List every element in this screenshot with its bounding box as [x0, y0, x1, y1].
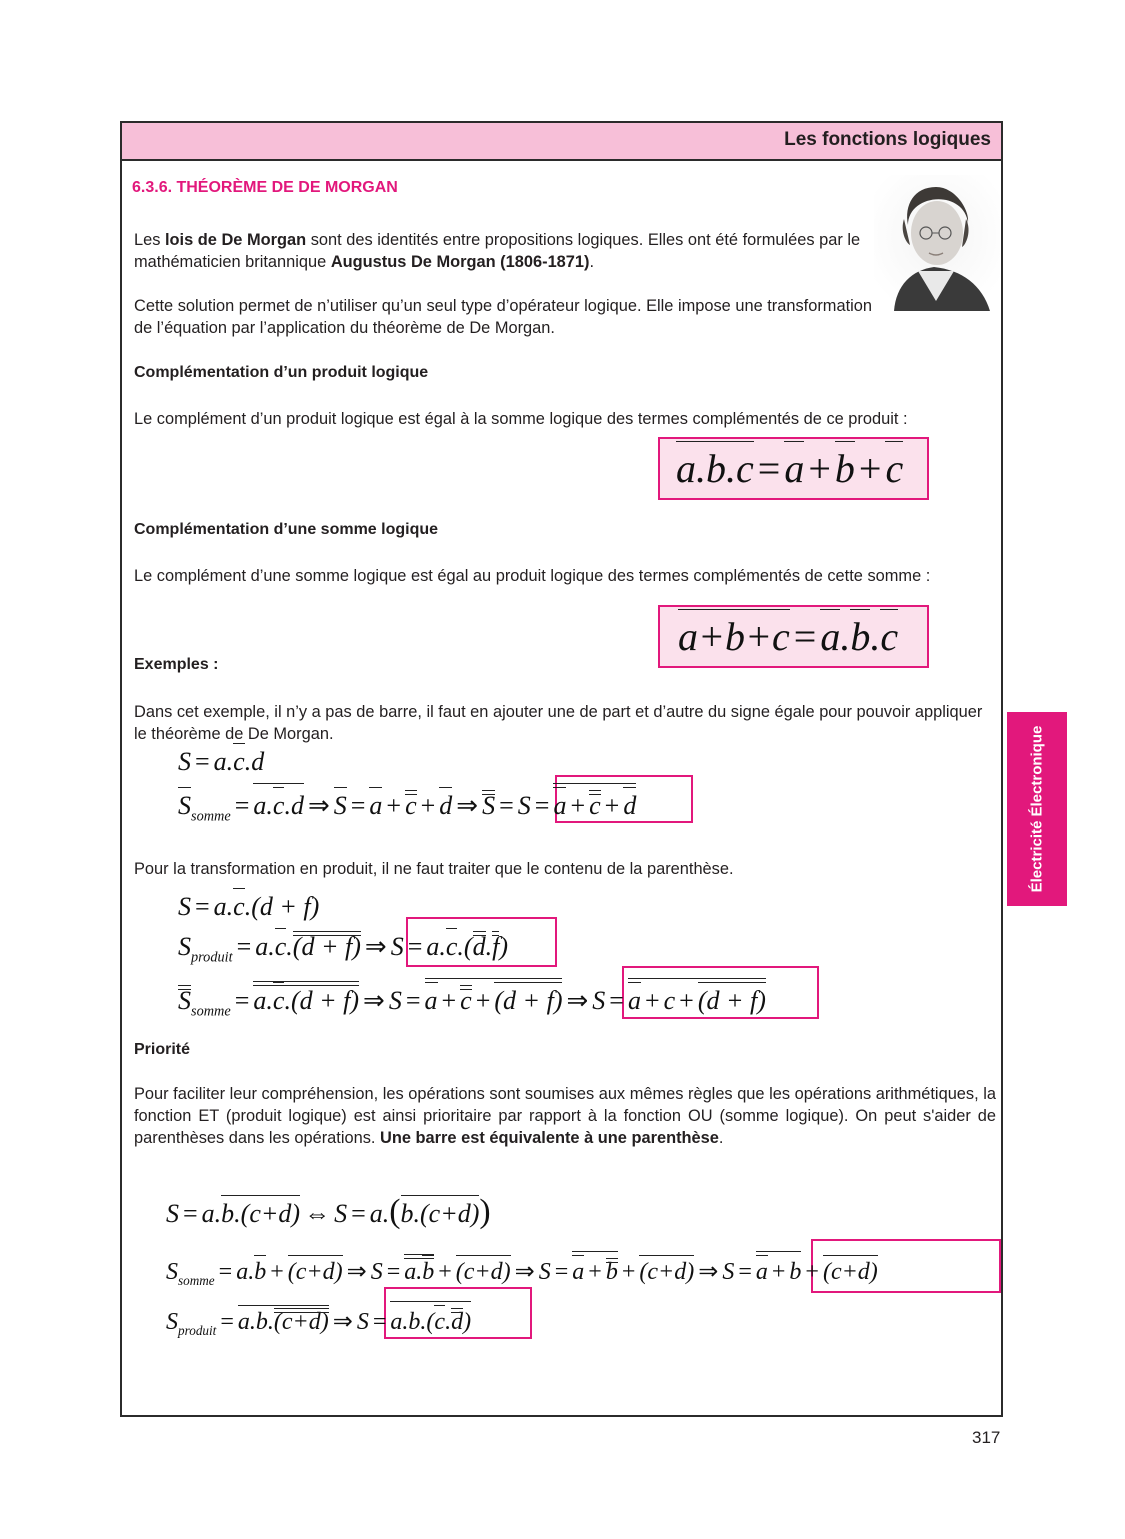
formula-operator: (	[426, 1309, 435, 1335]
formula-term: (c+d)	[456, 1255, 511, 1286]
formula-term: S	[166, 1199, 179, 1228]
page-number: 317	[972, 1428, 1001, 1447]
formula-term: (d + f)	[698, 982, 766, 1016]
formula-term: f	[492, 932, 500, 961]
formula-term: b	[789, 1259, 802, 1285]
formula-operator: +	[386, 791, 402, 820]
formula-operator: .(	[457, 932, 473, 961]
formula-term: a.b.c	[676, 441, 754, 492]
product-text: Le complément d’un produit logique est égal à la somme logique des termes complémentés de ce produit :	[134, 410, 908, 428]
formula-term: a	[820, 609, 840, 660]
implies-operator: ⇒	[698, 1259, 719, 1285]
formula-operator: +	[644, 986, 660, 1015]
implies-operator: ⇒	[456, 791, 479, 820]
formula-term: c	[233, 743, 245, 777]
formula-term: a.	[253, 791, 273, 820]
formula-term: c	[880, 609, 898, 660]
priority-text	[134, 1083, 996, 1149]
formula-term: a.	[253, 986, 273, 1015]
formula-operator: =	[534, 791, 550, 820]
formula-term: (c+d)	[639, 1255, 694, 1286]
sum-heading: Complémentation d’une somme logique	[134, 521, 439, 538]
formula-operator: +	[771, 1259, 786, 1285]
formula-term: S	[334, 787, 347, 821]
formula-term: S	[388, 986, 402, 1015]
formula-term: a	[425, 982, 438, 1016]
example1-line2	[178, 783, 636, 825]
priority-heading: Priorité	[134, 1041, 191, 1058]
formula-subscript: somme	[178, 1272, 215, 1288]
formula-term: b	[254, 1255, 266, 1286]
chapter-header	[122, 123, 1001, 161]
formula-operator: +	[420, 791, 436, 820]
formula-operator: =	[220, 1309, 234, 1335]
formula-subscript: produit	[178, 1322, 217, 1338]
formula-term: c	[434, 1305, 445, 1336]
formula-operator: +	[475, 986, 491, 1015]
formula-term: (c+d)	[823, 1255, 878, 1286]
formula-term: c	[275, 928, 287, 962]
formula-term: .(d + f)	[284, 986, 360, 1015]
formula-operator: =	[350, 791, 366, 820]
formula-term: a.b.	[237, 1309, 274, 1335]
formula-operator: =	[793, 614, 817, 659]
formula-term: S	[178, 787, 191, 821]
formula-subscript: somme	[191, 808, 231, 825]
formula-operator: )	[499, 932, 508, 961]
example2-text: Pour la transformation en produit, il ne faut traiter que le contenu de la parenthèse.	[134, 860, 734, 878]
formula-term: c	[233, 888, 245, 922]
formula-operator: +	[604, 791, 620, 820]
formula-term: a.	[404, 1259, 423, 1285]
examples-text: Dans cet exemple, il n’y a pas de barre, il faut en ajouter une de part et d’autre du signe égale pour pouvoir appliquer le théorème de De Morgan.	[134, 703, 983, 743]
implies-operator: ⇒	[346, 1259, 367, 1285]
formula-term: d	[451, 1309, 464, 1335]
formula-term: S	[592, 986, 606, 1015]
formula-operator: +	[679, 986, 694, 1015]
formula-operator: =	[372, 1309, 387, 1335]
formula-operator: +	[588, 1259, 602, 1285]
formula-operator: .	[870, 614, 881, 659]
formula-term: a.	[213, 892, 234, 921]
formula-term: S	[166, 1259, 178, 1285]
priority-bold-text: Une barre est équivalente à une parenthèse	[380, 1129, 719, 1147]
formula-term: S	[178, 986, 191, 1015]
sum-text: Le complément d’une somme logique est égal au produit logique des termes complémentés de cette somme :	[134, 567, 931, 585]
formula-term: .d	[244, 747, 265, 776]
formula-term: S	[370, 1259, 383, 1285]
formula-term: c	[460, 986, 472, 1015]
formula-operator: .	[840, 614, 851, 659]
formula-subscript: somme	[191, 1003, 231, 1020]
priority-text-part: Pour faciliter leur compréhension, les opérations sont soumises aux mêmes règles que les opérations arithmétiques, la fonction ET (produit logique) est ainsi prioritaire par rapport à la fonction OU (somme logique). On peut s'aider de parenthèses dans les opérations.	[134, 1085, 996, 1147]
formula-term: c	[446, 928, 458, 962]
intro-paragraph-2: Cette solution permet de n’utiliser qu’un seul type d’opérateur logique. Elle impose une transformation de l’équation par l’application du théorème de De Morgan.	[134, 297, 873, 337]
implies-operator: ⇒	[307, 791, 330, 820]
priority-text-part: .	[718, 1129, 724, 1147]
formula-operator: )	[463, 1309, 472, 1335]
formula-operator: +	[441, 986, 457, 1015]
formula-term: a.	[255, 932, 275, 961]
formula-term: a.	[201, 1199, 222, 1228]
product-heading: Complémentation d’un produit logique	[134, 364, 429, 381]
implies-operator: ⇒	[363, 986, 385, 1015]
sum-formula	[678, 609, 898, 660]
formula-operator: +	[858, 446, 882, 491]
formula-term: .d	[284, 791, 304, 820]
formula-operator: =	[236, 932, 252, 961]
formula-term: a	[572, 1255, 584, 1286]
formula-term: c	[273, 982, 285, 1016]
formula-term: a.b.	[390, 1309, 427, 1335]
intro-bold-term: lois de De Morgan	[164, 231, 307, 249]
implies-operator: ⇒	[364, 932, 387, 961]
formula-term: a	[784, 441, 804, 492]
implies-operator: ⇒	[514, 1259, 535, 1285]
formula-term: S	[517, 791, 531, 820]
formula-term: a+b+c	[678, 609, 790, 660]
chapter-title: Les fonctions logiques	[784, 129, 991, 150]
formula-term: c	[405, 791, 417, 820]
formula-term: d	[439, 787, 452, 821]
formula-operator: =	[351, 1199, 366, 1228]
section-title: 6.3.6. THÉORÈME DE DE MORGAN	[132, 179, 398, 196]
formula-term: (d + f)	[292, 932, 361, 961]
formula-term: b	[605, 1259, 618, 1285]
formula-operator: +	[438, 1259, 452, 1285]
formula-operator: =	[499, 791, 514, 820]
formula-operator: .	[445, 1309, 452, 1335]
formula-term: (c+d)	[288, 1255, 343, 1286]
formula-operator: +	[270, 1259, 284, 1285]
formula-term: S	[178, 747, 191, 776]
formula-operator: +	[621, 1259, 636, 1285]
formula-operator: =	[183, 1199, 198, 1228]
formula-operator: =	[554, 1259, 569, 1285]
formula-operator: )	[479, 1193, 491, 1230]
formula-term: S	[722, 1259, 735, 1285]
formula-term: b	[422, 1255, 434, 1286]
formula-operator: =	[195, 892, 210, 921]
formula-term: d	[472, 932, 486, 961]
formula-term: S	[390, 932, 404, 961]
formula-operator: =	[386, 1259, 401, 1285]
example2-line1	[178, 888, 319, 922]
page-frame	[120, 121, 1003, 1417]
formula-operator: =	[757, 446, 781, 491]
formula-subscript: produit	[191, 949, 233, 966]
formula-term: .(d + f)	[244, 892, 320, 921]
intro-text: .	[589, 253, 595, 271]
formula-operator: =	[234, 791, 250, 820]
portrait-de-morgan-image	[874, 175, 1000, 311]
formula-operator: =	[738, 1259, 752, 1285]
formula-term: S	[334, 1199, 348, 1228]
formula-term: a	[369, 787, 382, 821]
intro-paragraph	[134, 229, 879, 273]
formula-term: b.(c+d)	[221, 1195, 300, 1229]
intro-text: Les	[134, 231, 165, 249]
formula-term: S	[538, 1259, 551, 1285]
formula-operator: .	[286, 932, 293, 961]
implies-operator: ⇒	[332, 1309, 353, 1335]
formula-term: S	[356, 1309, 369, 1335]
intro-bold-name: Augustus De Morgan (1806-1871)	[330, 253, 590, 271]
formula-term: b.(c+d)	[401, 1195, 480, 1229]
formula-term: b	[835, 441, 855, 492]
formula-term: c	[273, 787, 285, 821]
formula-term: S	[166, 1309, 178, 1335]
formula-term: S	[178, 892, 191, 921]
formula-term: a.	[236, 1259, 255, 1285]
product-formula	[676, 441, 903, 492]
example1-line1	[178, 743, 264, 777]
priority-line2	[166, 1251, 878, 1289]
formula-term: c	[885, 441, 903, 492]
priority-line3	[166, 1301, 471, 1339]
intro-text: sont des identités entre propositions logiques. Elles ont été formulées par le mathématicien britannique	[134, 231, 861, 271]
priority-line1	[166, 1193, 491, 1231]
formula-operator: =	[218, 1259, 233, 1285]
example2-line2	[178, 928, 508, 966]
formula-term: d	[623, 787, 636, 821]
formula-operator: =	[407, 932, 423, 961]
examples-heading: Exemples :	[134, 656, 219, 673]
formula-operator: =	[405, 986, 421, 1015]
formula-term: S	[482, 791, 496, 820]
formula-term: a	[628, 982, 641, 1016]
formula-operator: +	[570, 791, 586, 820]
formula-term: a.	[213, 747, 234, 776]
formula-operator: +	[805, 1259, 819, 1285]
formula-term: a.	[369, 1199, 390, 1228]
formula-term: c	[663, 986, 676, 1015]
formula-term: a.	[426, 932, 446, 961]
formula-operator: .	[485, 932, 493, 961]
formula-operator: +	[808, 446, 831, 491]
formula-operator: =	[609, 986, 624, 1015]
formula-term: (d + f)	[494, 982, 562, 1016]
formula-term: b	[850, 609, 870, 660]
example2-line3	[178, 978, 766, 1020]
formula-term: a	[756, 1255, 768, 1286]
formula-term: c	[589, 791, 601, 820]
formula-operator: =	[195, 747, 210, 776]
side-tab-label: Électricité Électronique	[1028, 725, 1046, 893]
side-tab	[1007, 712, 1067, 906]
implies-operator: ⇒	[566, 986, 589, 1015]
formula-term: S	[178, 932, 191, 961]
formula-operator: (	[389, 1193, 401, 1230]
formula-operator: =	[234, 986, 250, 1015]
equivalence-operator: ⇔	[304, 1199, 331, 1228]
formula-term: a	[553, 787, 566, 821]
formula-term: (c+d)	[273, 1309, 329, 1335]
